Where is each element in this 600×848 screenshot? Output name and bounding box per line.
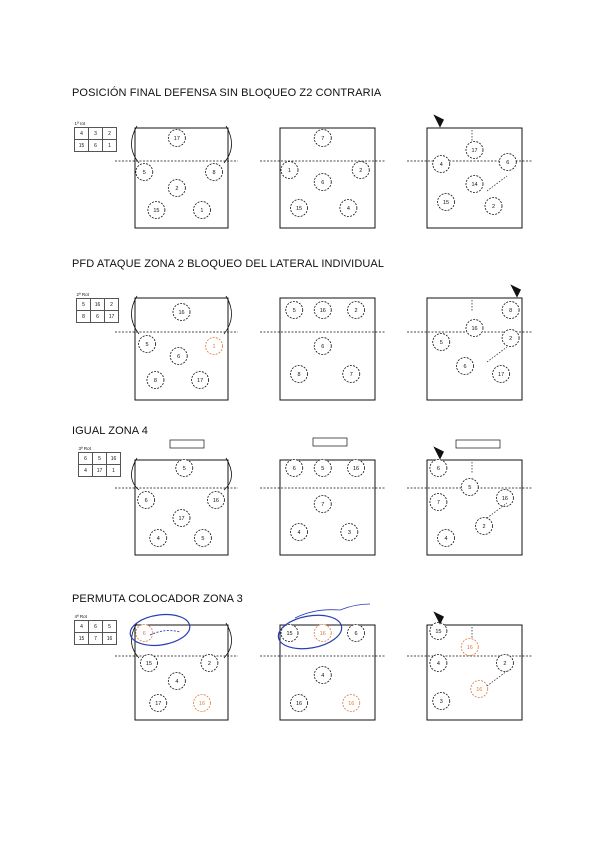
player-number: 1 bbox=[287, 168, 292, 174]
rotation-cell: 1 bbox=[103, 140, 117, 152]
player-number: 16 bbox=[212, 498, 219, 504]
rotation-cell: 15 bbox=[75, 633, 89, 645]
player-number: 6 bbox=[321, 180, 325, 186]
rotation-cell: 4 bbox=[79, 465, 93, 477]
player-number: 1 bbox=[212, 344, 216, 350]
player-number: 2 bbox=[482, 524, 486, 530]
label-box bbox=[313, 438, 347, 446]
player-number: 16 bbox=[471, 326, 478, 332]
rotation-caption: 3ª Rot bbox=[78, 445, 91, 451]
rotation-cell: 5 bbox=[93, 453, 107, 465]
player-number: 8 bbox=[509, 308, 513, 314]
rotation-cell: 3 bbox=[89, 128, 103, 140]
player-number: 3 bbox=[347, 530, 351, 536]
player-number: 5 bbox=[201, 536, 205, 542]
serve-arrow bbox=[512, 286, 520, 296]
player-number: 17 bbox=[498, 372, 505, 378]
player-number: 5 bbox=[142, 170, 146, 176]
player-number: 8 bbox=[212, 170, 216, 176]
rotation-cell: 6 bbox=[79, 453, 93, 465]
movement-line bbox=[487, 176, 507, 191]
player-number: 14 bbox=[471, 182, 478, 188]
player-number: 16 bbox=[198, 701, 206, 707]
player-number: 16 bbox=[319, 631, 326, 637]
player-number: 7 bbox=[436, 500, 440, 506]
player-number: 15 bbox=[295, 206, 303, 212]
section-heading: POSICIÓN FINAL DEFENSA SIN BLOQUEO Z2 CONTRARIA bbox=[72, 87, 382, 99]
rotation-cell: 16 bbox=[91, 299, 105, 311]
player-number: 17 bbox=[178, 516, 185, 522]
player-number: 4 bbox=[436, 661, 440, 667]
player-number: 2 bbox=[503, 661, 507, 667]
player-number: 4 bbox=[297, 530, 301, 536]
player-number: 6 bbox=[463, 364, 467, 370]
rotation-cell: 5 bbox=[77, 299, 91, 311]
player-number: 4 bbox=[346, 206, 350, 212]
player-number: 6 bbox=[292, 466, 296, 472]
player-number: 17 bbox=[173, 136, 180, 142]
rotation-cell: 5 bbox=[103, 621, 117, 633]
movement-line bbox=[487, 347, 507, 362]
player-number: 15 bbox=[145, 661, 153, 667]
rotation-cell: 6 bbox=[91, 311, 105, 323]
player-number: 4 bbox=[439, 162, 443, 168]
rotation-cell: 6 bbox=[89, 621, 103, 633]
section-heading: PFD ATAQUE ZONA 2 BLOQUEO DEL LATERAL INDIVIDUAL bbox=[72, 258, 385, 270]
rotation-caption: 4ª Rot bbox=[74, 613, 87, 619]
player-number: 6 bbox=[321, 344, 325, 350]
rotation-cell: 1 bbox=[107, 465, 121, 477]
player-number: 4 bbox=[444, 536, 448, 542]
serve-arrow bbox=[435, 116, 443, 126]
player-number: 4 bbox=[156, 536, 160, 542]
player-number: 15 bbox=[153, 208, 160, 214]
player-number: 16 bbox=[476, 687, 483, 693]
player-number: 5 bbox=[182, 466, 186, 472]
rotation-cell: 16 bbox=[107, 453, 121, 465]
player-number: 8 bbox=[153, 378, 157, 384]
player-number: 15 bbox=[286, 631, 293, 637]
player-number: 6 bbox=[142, 631, 146, 637]
rotation-cell: 15 bbox=[75, 140, 89, 152]
movement-line bbox=[487, 671, 507, 686]
player-number: 4 bbox=[321, 673, 325, 679]
player-number: 4 bbox=[175, 679, 179, 685]
player-number: 16 bbox=[466, 645, 473, 651]
player-number: 17 bbox=[155, 701, 162, 707]
annotation-arrow bbox=[150, 631, 180, 635]
player-number: 1 bbox=[200, 208, 204, 214]
player-number: 5 bbox=[292, 308, 296, 314]
rotation-cell: 17 bbox=[93, 465, 107, 477]
player-number: 15 bbox=[442, 200, 450, 206]
player-number: 15 bbox=[435, 629, 442, 635]
label-box bbox=[170, 440, 204, 448]
player-number: 2 bbox=[509, 336, 513, 342]
player-number: 6 bbox=[144, 498, 148, 504]
rotation-cell: 4 bbox=[75, 128, 89, 140]
player-number: 7 bbox=[349, 372, 353, 378]
rotation-cell: 4 bbox=[75, 621, 89, 633]
rotation-cell: 17 bbox=[105, 311, 119, 323]
player-number: 5 bbox=[321, 466, 325, 472]
movement-line bbox=[487, 503, 507, 518]
section-heading: IGUAL ZONA 4 bbox=[72, 425, 148, 437]
section-heading: PERMUTA COLOCADOR ZONA 3 bbox=[72, 593, 243, 605]
player-number: 16 bbox=[352, 466, 360, 472]
player-number: 16 bbox=[295, 701, 303, 707]
player-number: 6 bbox=[354, 631, 358, 637]
serve-arrow bbox=[435, 448, 443, 458]
label-box bbox=[456, 440, 500, 448]
player-number: 5 bbox=[439, 340, 443, 346]
player-number: 2 bbox=[354, 308, 358, 314]
player-number: 17 bbox=[471, 148, 478, 154]
rotation-cell: 8 bbox=[77, 311, 91, 323]
player-number: 6 bbox=[436, 466, 440, 472]
player-number: 7 bbox=[321, 136, 325, 142]
player-number: 2 bbox=[207, 661, 211, 667]
player-number: 17 bbox=[197, 378, 204, 384]
rotation-cell: 2 bbox=[103, 128, 117, 140]
player-number: 6 bbox=[506, 160, 510, 166]
rotation-cell: 6 bbox=[89, 140, 103, 152]
player-number: 2 bbox=[491, 204, 496, 210]
player-number: 16 bbox=[319, 308, 326, 314]
player-number: 6 bbox=[177, 354, 181, 360]
player-number: 7 bbox=[321, 502, 325, 508]
player-number: 2 bbox=[359, 168, 363, 174]
rotation-cell: 7 bbox=[89, 633, 103, 645]
rotation-cell: 2 bbox=[105, 299, 119, 311]
player-number: 16 bbox=[348, 701, 355, 707]
player-number: 5 bbox=[468, 485, 472, 491]
rotation-caption: 2ª Rot bbox=[76, 291, 89, 297]
rotation-caption: 1ª rot bbox=[74, 120, 86, 126]
rotation-cell: 16 bbox=[103, 633, 117, 645]
player-number: 5 bbox=[145, 342, 149, 348]
player-number: 3 bbox=[439, 699, 443, 705]
player-number: 8 bbox=[297, 372, 301, 378]
player-number: 16 bbox=[501, 496, 508, 502]
player-number: 2 bbox=[175, 186, 179, 192]
serve-arrow bbox=[435, 613, 443, 623]
player-number: 16 bbox=[178, 310, 185, 316]
